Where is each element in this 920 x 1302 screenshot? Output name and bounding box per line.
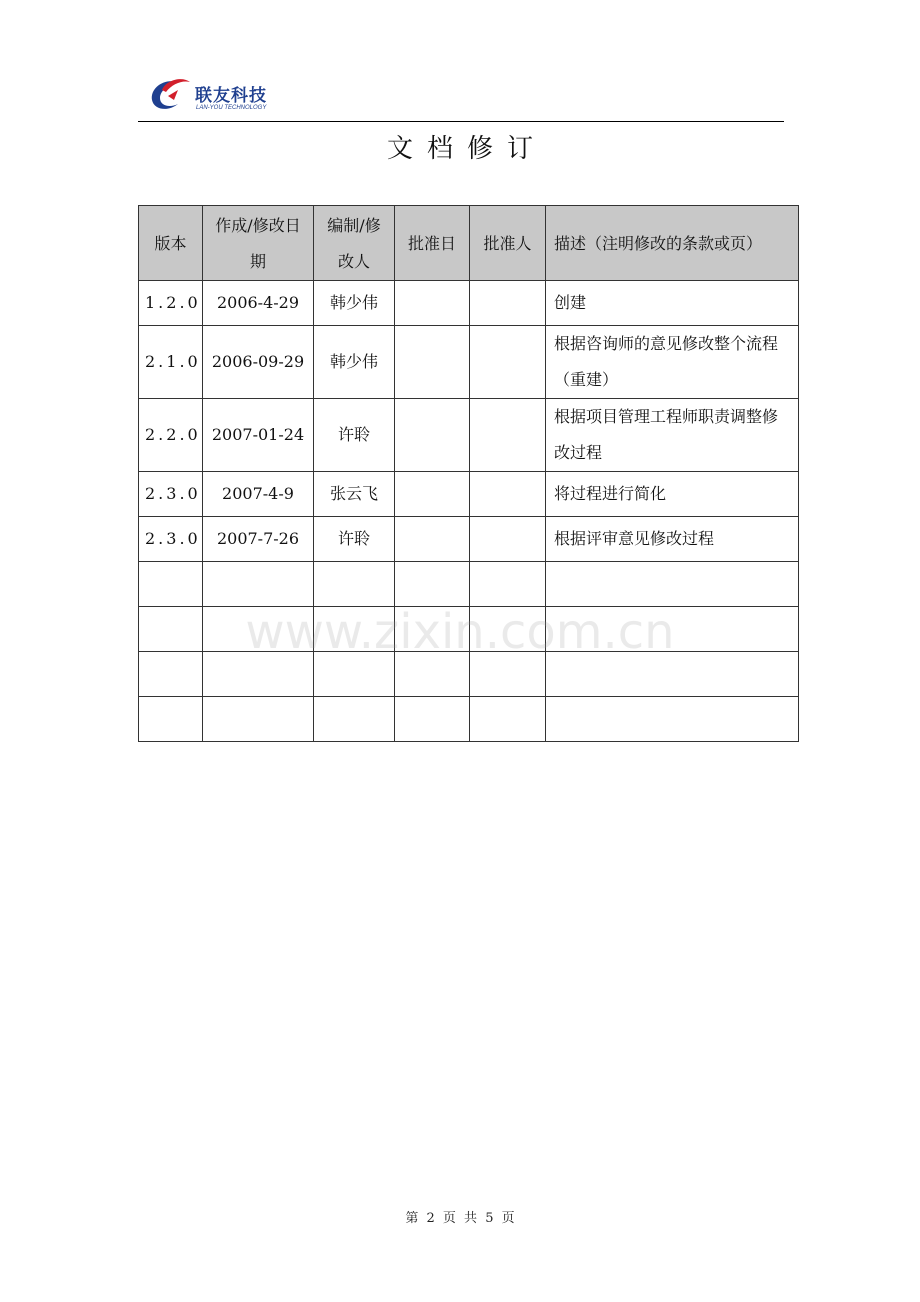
cell-approver (470, 472, 546, 517)
cell-author: 韩少伟 (314, 281, 395, 326)
empty-cell (139, 652, 203, 697)
cell-approver (470, 517, 546, 562)
table-row (139, 399, 799, 472)
cell-date: 2006-09-29 (203, 326, 314, 399)
cell-author: 许聆 (314, 399, 395, 472)
empty-cell (395, 607, 470, 652)
table-row (139, 326, 799, 399)
cell-version: 2.2.0 (139, 399, 203, 472)
cell-approver (470, 281, 546, 326)
cell-version: 2.3.0 (139, 472, 203, 517)
header-divider (138, 121, 784, 122)
cell-approve-date (395, 517, 470, 562)
empty-cell (546, 697, 799, 742)
page-header (138, 70, 784, 122)
table-row (139, 472, 799, 517)
empty-cell (314, 562, 395, 607)
empty-cell (395, 562, 470, 607)
header-description: 描述（注明修改的条款或页） (546, 206, 799, 281)
cell-approve-date (395, 399, 470, 472)
cell-author: 韩少伟 (314, 326, 395, 399)
cell-description: 将过程进行简化 (546, 472, 799, 517)
header-approver: 批准人 (470, 206, 546, 281)
watermark: www.zixin.com.cn (245, 604, 675, 660)
empty-cell (395, 652, 470, 697)
table-row (139, 517, 799, 562)
cell-version: 2.1.0 (139, 326, 203, 399)
cell-date: 2006-4-29 (203, 281, 314, 326)
cell-author: 张云飞 (314, 472, 395, 517)
header-date: 作成/修改日期 (203, 206, 314, 281)
empty-cell (470, 607, 546, 652)
empty-cell (139, 697, 203, 742)
empty-cell (314, 652, 395, 697)
cell-approve-date (395, 281, 470, 326)
cell-version: 1.2.0 (139, 281, 203, 326)
table-header-row (139, 206, 799, 281)
cell-date: 2007-4-9 (203, 472, 314, 517)
company-logo (148, 76, 278, 116)
empty-cell (470, 697, 546, 742)
page-footer: 第 2 页 共 5 页 (405, 1211, 515, 1226)
empty-cell (470, 652, 546, 697)
cell-approver (470, 399, 546, 472)
header-author: 编制/修改人 (314, 206, 395, 281)
cell-description: 根据咨询师的意见修改整个流程（重建） (546, 326, 799, 399)
revision-table (138, 205, 799, 742)
logo-swoosh-icon (148, 76, 194, 116)
empty-table-row (139, 562, 799, 607)
cell-approver (470, 326, 546, 399)
cell-version: 2.3.0 (139, 517, 203, 562)
empty-cell (203, 562, 314, 607)
table-row (139, 281, 799, 326)
empty-cell (314, 607, 395, 652)
empty-cell (139, 607, 203, 652)
cell-description: 创建 (546, 281, 799, 326)
empty-cell (395, 697, 470, 742)
empty-table-row (139, 607, 799, 652)
empty-cell (203, 697, 314, 742)
header-approve-date: 批准日 (395, 206, 470, 281)
cell-description: 根据项目管理工程师职责调整修改过程 (546, 399, 799, 472)
cell-date: 2007-01-24 (203, 399, 314, 472)
empty-cell (470, 562, 546, 607)
header-version: 版本 (139, 206, 203, 281)
page-title: 文档修订 (386, 134, 547, 164)
cell-approve-date (395, 472, 470, 517)
cell-author: 许聆 (314, 517, 395, 562)
cell-approve-date (395, 326, 470, 399)
cell-date: 2007-7-26 (203, 517, 314, 562)
empty-table-row (139, 652, 799, 697)
empty-cell (139, 562, 203, 607)
cell-description: 根据评审意见修改过程 (546, 517, 799, 562)
empty-cell (546, 607, 799, 652)
empty-cell (314, 697, 395, 742)
empty-cell (203, 607, 314, 652)
logo-english-text: LAN-YOU TECHNOLOGY (196, 105, 267, 111)
empty-cell (203, 652, 314, 697)
logo-chinese-text: 联友科技 (195, 86, 267, 106)
empty-cell (546, 562, 799, 607)
empty-table-row (139, 697, 799, 742)
empty-cell (546, 652, 799, 697)
